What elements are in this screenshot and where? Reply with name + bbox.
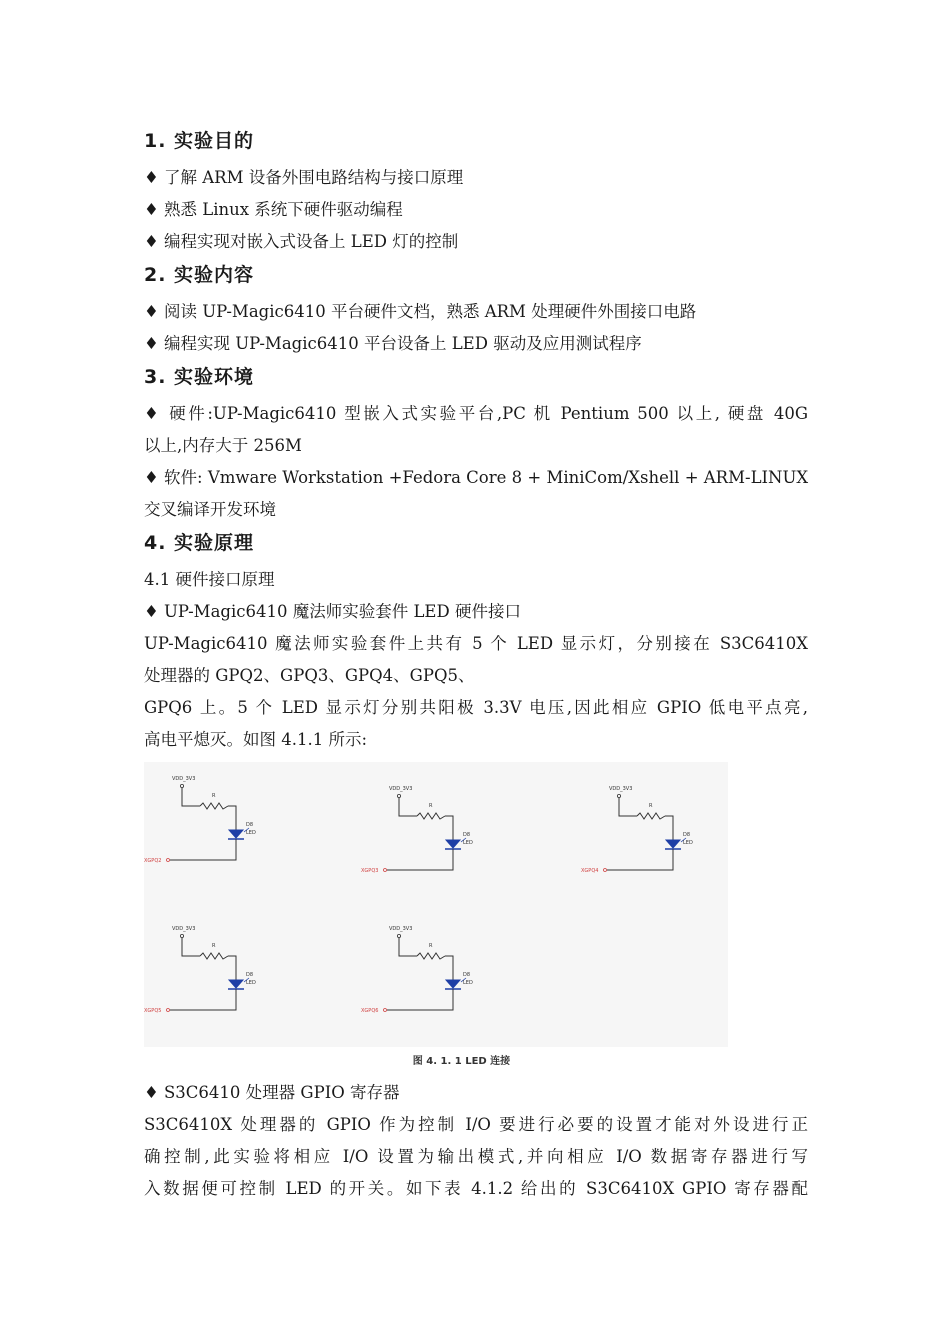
vdd-wire	[619, 798, 637, 816]
s4-gpio-heading: ♦ S3C6410 处理器 GPIO 寄存器	[144, 1077, 808, 1109]
gpio-label: XGPQ2	[144, 858, 162, 864]
s2-item-1: ♦ 阅读 UP-Magic6410 平台硬件文档，熟悉 ARM 处理硬件外围接口电路	[144, 296, 808, 328]
vdd-label: VDD_3V3	[609, 786, 633, 792]
vdd-label: VDD_3V3	[172, 776, 196, 782]
s4-para2-line2: 确控制,此实验将相应 I/O 设置为输出模式,并向相应 I/O 数据寄存器进行写	[144, 1147, 808, 1166]
gpio-node	[167, 859, 170, 862]
led-diode	[229, 830, 243, 838]
vdd-label: VDD_3V3	[172, 926, 196, 932]
gpio-node	[384, 1009, 387, 1012]
led-circuit-figure	[144, 762, 728, 1047]
section-1-heading: 1. 实验目的	[144, 130, 255, 152]
bullet-icon: ♦	[144, 200, 159, 219]
vdd-node	[180, 784, 183, 787]
gpio-wire	[607, 849, 673, 870]
resistor	[200, 953, 228, 959]
s4-para1-line3: GPQ6 上。5 个 LED 显示灯分别共阳极 3.3V 电压,因此相应 GPIO 低电平点亮,	[144, 698, 808, 717]
section-4-heading: 4. 实验原理	[144, 532, 255, 554]
vdd-node	[397, 934, 400, 937]
gpio-wire	[387, 849, 453, 870]
resistor-label: R	[429, 803, 433, 809]
s3-hardware-line-2: 以上,内存大于 256M	[144, 436, 302, 455]
section-2-heading: 2. 实验内容	[144, 264, 255, 286]
resistor-wire	[228, 956, 236, 980]
led-diode	[229, 980, 243, 988]
s4-para1-line4: 高电平熄灭。如图 4.1.1 所示:	[144, 730, 368, 749]
led-diode	[446, 840, 460, 848]
resistor	[417, 813, 445, 819]
resistor-wire	[445, 956, 453, 980]
resistor	[200, 803, 228, 809]
s4-para1-line1: UP-Magic6410 魔法师实验套件上共有 5 个 LED 显示灯，分别接在 S3C6410X	[144, 634, 808, 653]
resistor-wire	[228, 806, 236, 830]
bullet-icon: ♦	[144, 468, 159, 487]
s1-item-3: ♦ 编程实现对嵌入式设备上 LED 灯的控制	[144, 226, 808, 258]
resistor-label: R	[212, 793, 216, 799]
gpio-wire	[387, 989, 453, 1010]
vdd-node	[397, 794, 400, 797]
led-label: D8	[463, 832, 471, 838]
led-label: D8	[683, 832, 691, 838]
led-label: D8	[463, 972, 471, 978]
gpio-label: XGPQ3	[361, 868, 379, 874]
section-3-heading: 3. 实验环境	[144, 366, 255, 388]
gpio-wire	[170, 989, 236, 1010]
led-diode	[446, 980, 460, 988]
s1-item-1: ♦ 了解 ARM 设备外围电路结构与接口原理	[144, 162, 808, 194]
s4-para2-line3: 入数据便可控制 LED 的开关。如下表 4.1.2 给出的 S3C6410X GPIO 寄存器配	[144, 1179, 808, 1198]
bullet-icon: ♦	[144, 404, 162, 423]
gpio-wire	[170, 839, 236, 860]
bullet-icon: ♦	[144, 232, 159, 251]
resistor-label: R	[212, 943, 216, 949]
gpio-node	[384, 869, 387, 872]
led-type-label: LED	[246, 980, 256, 986]
vdd-wire	[399, 798, 417, 816]
s4-para2-line1: S3C6410X 处理器的 GPIO 作为控制 I/O 要进行必要的设置才能对外设进行正	[144, 1115, 808, 1134]
vdd-node	[180, 934, 183, 937]
vdd-label: VDD_3V3	[389, 926, 413, 932]
bullet-icon: ♦	[144, 168, 159, 187]
s3-software-line-1: ♦ 软件: Vmware Workstation +Fedora Core 8 + MiniCom/Xshell + ARM-LINUX	[144, 468, 809, 487]
gpio-node	[604, 869, 607, 872]
s4-led-heading: ♦ UP-Magic6410 魔法师实验套件 LED 硬件接口	[144, 596, 808, 628]
resistor	[637, 813, 665, 819]
vdd-node	[617, 794, 620, 797]
led-type-label: LED	[463, 840, 473, 846]
led-type-label: LED	[246, 830, 256, 836]
led-circuit-diagram	[144, 762, 728, 1047]
gpio-node	[167, 1009, 170, 1012]
bullet-icon: ♦	[144, 1083, 159, 1102]
resistor-wire	[665, 816, 673, 840]
resistor-wire	[445, 816, 453, 840]
bullet-icon: ♦	[144, 334, 159, 353]
gpio-label: XGPQ6	[361, 1008, 379, 1014]
gpio-label: XGPQ4	[581, 868, 599, 874]
resistor	[417, 953, 445, 959]
resistor-label: R	[649, 803, 653, 809]
s1-item-2: ♦ 熟悉 Linux 系统下硬件驱动编程	[144, 194, 808, 226]
vdd-wire	[182, 938, 200, 956]
led-type-label: LED	[463, 980, 473, 986]
vdd-wire	[399, 938, 417, 956]
vdd-wire	[182, 788, 200, 806]
led-label: D8	[246, 822, 254, 828]
s4-para1-line2: 处理器的 GPQ2、GPQ3、GPQ4、GPQ5、	[144, 666, 475, 685]
led-label: D8	[246, 972, 254, 978]
s3-software-line-2: 交叉编译开发环境	[144, 500, 276, 519]
bullet-icon: ♦	[144, 602, 159, 621]
bullet-icon: ♦	[144, 302, 159, 321]
s4-subsection: 4.1 硬件接口原理	[144, 570, 275, 589]
resistor-label: R	[429, 943, 433, 949]
document-page	[144, 124, 808, 1205]
led-diode	[666, 840, 680, 848]
led-type-label: LED	[683, 840, 693, 846]
s3-hardware-line-1: ♦ 硬件:UP-Magic6410 型嵌入式实验平台,PC 机 Pentium 500 以上, 硬盘 40G	[144, 404, 808, 423]
vdd-label: VDD_3V3	[389, 786, 413, 792]
gpio-label: XGPQ5	[144, 1008, 162, 1014]
s2-item-2: ♦ 编程实现 UP-Magic6410 平台设备上 LED 驱动及应用测试程序	[144, 328, 808, 360]
figure-caption: 图 4. 1. 1 LED 连接	[412, 1056, 511, 1067]
